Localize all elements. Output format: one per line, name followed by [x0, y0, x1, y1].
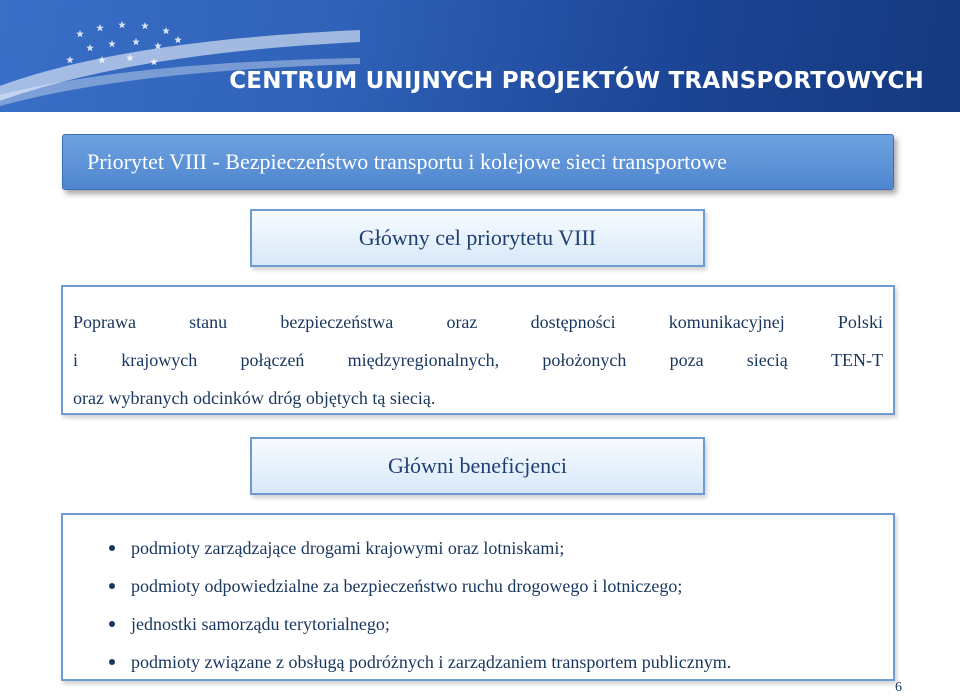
- goal-word: oraz: [446, 312, 478, 332]
- list-item: [109, 605, 893, 643]
- bullet-icon: [109, 545, 115, 551]
- star-icon: [86, 44, 94, 51]
- goal-word: bezpieczeństwa: [280, 312, 394, 332]
- goal-word: Poprawa: [73, 312, 136, 332]
- goal-word: siecią: [746, 350, 788, 370]
- header-banner: [0, 0, 960, 112]
- list-item-text: jednostki samorządu terytorialnego;: [131, 614, 390, 634]
- eu-stars-logo: [0, 0, 360, 112]
- list-item: [109, 529, 893, 567]
- bullet-icon: [109, 621, 115, 627]
- priority-title: Priorytet VIII - Bezpieczeństwo transportu i kolejowe sieci transportowe: [62, 134, 894, 190]
- goal-line-2: [73, 341, 883, 379]
- beneficiaries-list: [61, 513, 895, 681]
- goal-word: krajowych: [121, 350, 198, 370]
- goal-word: dostępności: [530, 312, 616, 332]
- list-item-text: podmioty związane z obsługą podróżnych i zarządzaniem transportem publicznym.: [131, 652, 732, 672]
- star-icon: [174, 36, 182, 43]
- page-number: 6: [895, 680, 902, 695]
- goal-line-1: [73, 303, 883, 341]
- star-icon: [108, 40, 116, 47]
- goal-description: [61, 285, 895, 415]
- star-icon: [118, 21, 126, 28]
- star-icon: [76, 30, 84, 37]
- goal-word: i: [73, 350, 79, 370]
- list-item: [109, 643, 893, 681]
- goal-word: komunikacyjnej: [668, 312, 785, 332]
- goal-heading: Główny cel priorytetu VIII: [250, 209, 705, 267]
- goal-word: poza: [669, 350, 704, 370]
- goal-word: międzyregionalnych,: [347, 350, 500, 370]
- beneficiaries-heading: Główni beneficjenci: [250, 437, 705, 495]
- goal-word: Polski: [837, 312, 883, 332]
- star-icon: [141, 22, 149, 29]
- goal-word: połączeń: [240, 350, 305, 370]
- goal-word: TEN-T: [831, 350, 883, 370]
- goal-word: stanu: [189, 312, 228, 332]
- list-item: [109, 567, 893, 605]
- star-icon: [66, 56, 74, 63]
- star-icon: [132, 38, 140, 45]
- list-item-text: podmioty zarządzające drogami krajowymi oraz lotniskami;: [131, 538, 565, 558]
- star-icon: [162, 27, 170, 34]
- list-item-text: podmioty odpowiedzialne za bezpieczeństwo ruchu drogowego i lotniczego;: [131, 576, 683, 596]
- star-icon: [96, 24, 104, 31]
- goal-word: położonych: [542, 350, 627, 370]
- bullet-icon: [109, 583, 115, 589]
- banner-title: CENTRUM UNIJNYCH PROJEKTÓW TRANSPORTOWYCH: [229, 68, 924, 94]
- goal-line-3: oraz wybranych odcinków dróg objętych tą siecią.: [73, 388, 436, 408]
- bullet-icon: [109, 659, 115, 665]
